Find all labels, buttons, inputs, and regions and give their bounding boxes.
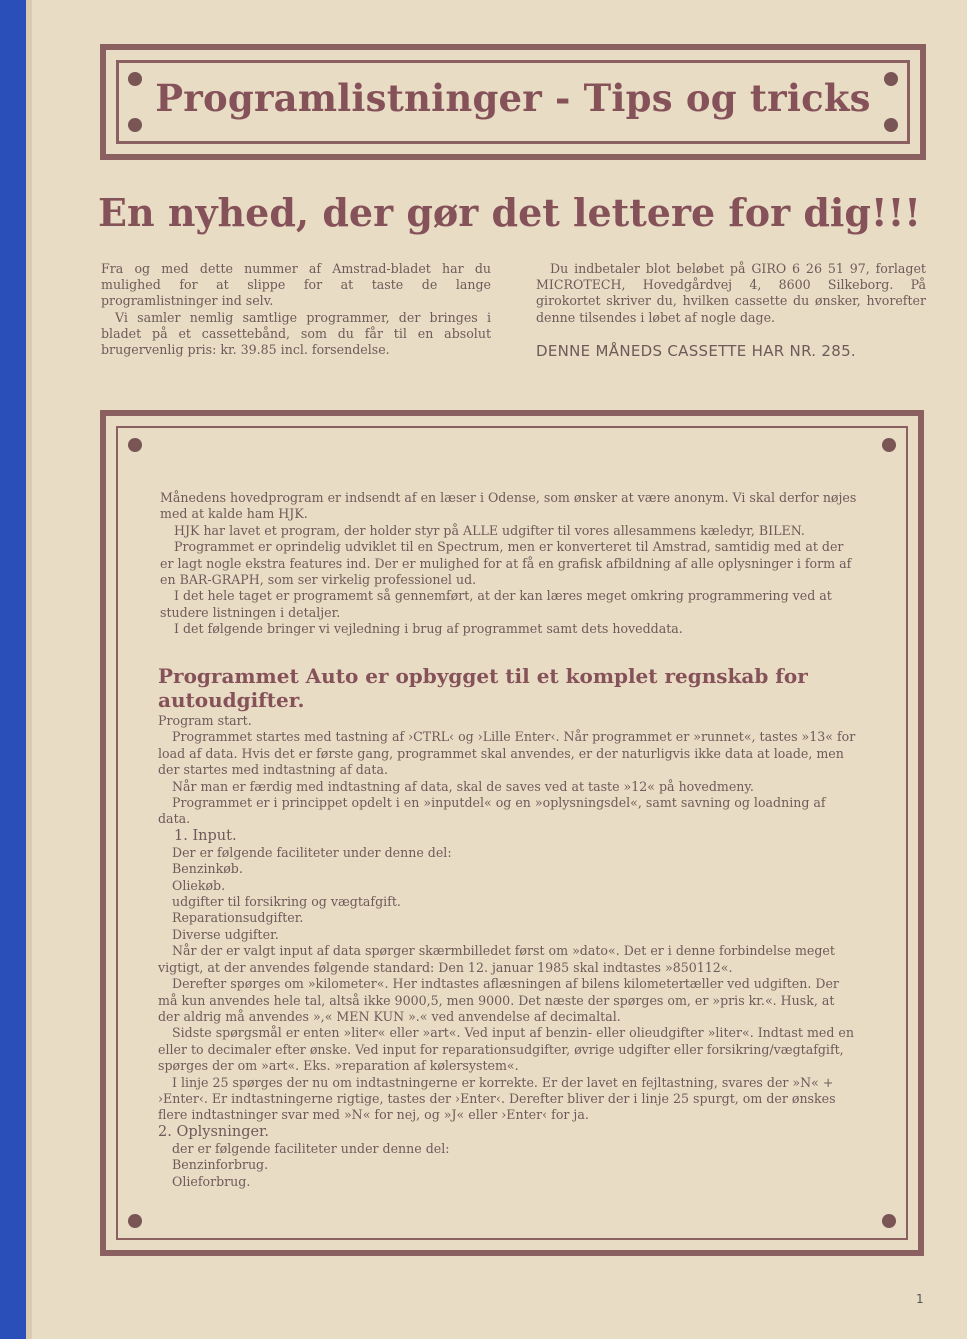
- article-paragraph: I linje 25 spørges der nu om indtastningerne er korrekte. Er der lavet en fejltastning, svares der »N« + ›Enter‹. Er indtastningerne rigtige, tastes der ›Enter‹. Derefter bliver der i linje 25 spurgt, om der ønskes flere indtastninger svar med »N« for nej, og »J« eller ›Enter‹ for ja.: [158, 1074, 836, 1123]
- list-item: udgifter til forsikring og vægtafgift.: [172, 894, 401, 910]
- list-item: Diverse udgifter.: [172, 926, 279, 942]
- section-2-intro: der er følgende faciliteter under denne del:: [172, 1140, 450, 1156]
- corner-dot-icon: [128, 438, 142, 452]
- section-1-title: 1. Input.: [174, 827, 237, 844]
- intro-paragraph: Vi samler nemlig samtlige programmer, der bringes i bladet på et cassettebånd, som du får til en absolut brugervenlig pris: kr. 39.85 incl. forsendelse.: [101, 309, 491, 358]
- article-paragraph: Programmet er i princippet opdelt i en »inputdel« og en »oplysningsdel«, samt savning og loadning af data.: [158, 795, 826, 827]
- article-body: [158, 713, 858, 1190]
- article-paragraph: Derefter spørges om »kilometer«. Her indtastes aflæsningen af bilens kilometertæller ved udgiften. Der må kun anvendes hele tal, altså ikke 9000,5, men 9000. Det næste der spørges om, er »pris kr.«. Husk, at der aldrig må anvendes »,« MEN KUN ».« ved anvendelse af decimaltal.: [158, 976, 839, 1024]
- corner-dot-icon: [884, 118, 898, 132]
- article-paragraph: I det følgende bringer vi vejledning i brug af programmet samt dets hoveddata.: [174, 621, 683, 637]
- list-item: Benzinforbrug.: [172, 1157, 269, 1173]
- page-title: Programlistninger - Tips og tricks: [155, 76, 871, 120]
- article-paragraph: HJK har lavet et program, der holder styr på ALLE udgifter til vores allesammens kæledyr, BILEN.: [174, 522, 805, 538]
- corner-dot-icon: [882, 1214, 896, 1228]
- article-paragraph: Månedens hovedprogram er indsendt af en læser i Odense, som ønsker at være anonym. Vi skal derfor nøjes med at kalde ham HJK.: [160, 490, 857, 522]
- list-item: Benzinkøb.: [172, 861, 243, 877]
- title-banner: [100, 44, 926, 160]
- article-paragraph: Når man er færdig med indtastning af data, skal de saves ved at taste »12« på hovedmeny.: [172, 778, 754, 794]
- headline: En nyhed, der gør det lettere for dig!!!: [98, 190, 921, 235]
- intro-paragraph: Fra og med dette nummer af Amstrad-bladet har du mulighed for at slippe for at taste de lange programlistninger ind selv.: [101, 261, 491, 309]
- article-paragraph: Når der er valgt input af data spørger skærmbilledet først om »dato«. Det er i denne forbindelse meget vigtigt, at der anvendes følgende standard: Den 12. januar 1985 skal indtastes »850112«.: [158, 943, 835, 975]
- article-paragraph: Programmet startes med tastning af ›CTRL‹ og ›Lille Enter‹. Når programmet er »runnet«, tastes »13« for load af data. Hvis det er første gang, programmet skal anvendes, er der naturligvis ikke data at loade, men der startes med indtastning af data.: [158, 729, 856, 778]
- intro-left-column: [101, 261, 491, 358]
- article-paragraph: I det hele taget er programemt så gennemført, at der kan læres meget omkring programmering ved at studere listningen i detaljer.: [160, 588, 832, 620]
- intro-paragraph: Du indbetaler blot beløbet på GIRO 6 26 51 97, forlaget MICROTECH, Hovedgårdvej 4, 8600 Silkeborg. På girokortet skriver du, hvilken cassette du ønsker, hvorefter denne tilsendes i løbet af nogle dage.: [536, 261, 926, 325]
- page-number: 1: [916, 1292, 924, 1306]
- binding-edge: [26, 0, 32, 1339]
- article-subheading: Programmet Auto er opbygget til et komplet regnskab for autoudgifter.: [158, 664, 808, 712]
- list-item: Oliekøb.: [172, 877, 226, 893]
- corner-dot-icon: [882, 438, 896, 452]
- corner-dot-icon: [128, 118, 142, 132]
- section-1-intro: Der er følgende faciliteter under denne del:: [172, 844, 452, 860]
- program-start-label: Program start.: [158, 713, 252, 728]
- list-item: Reparationsudgifter.: [172, 910, 304, 926]
- section-2-title: 2. Oplysninger.: [158, 1123, 270, 1140]
- corner-dot-icon: [128, 1214, 142, 1228]
- article-paragraph: Programmet er oprindelig udviklet til en Spectrum, men er konverteret til Amstrad, samtidig med at der er lagt nogle ekstra features ind. Der er mulighed for at få en grafisk afbildning af alle oplysninger i form af en BAR-GRAPH, som ser virkelig professionel ud.: [160, 539, 852, 588]
- binding-spine: [0, 0, 26, 1339]
- cassette-number-notice: DENNE MÅNEDS CASSETTE HAR NR. 285.: [536, 342, 856, 360]
- list-item: Olieforbrug.: [172, 1173, 251, 1189]
- intro-right-column: [536, 261, 926, 326]
- article-paragraph: Sidste spørgsmål er enten »liter« eller »art«. Ved input af benzin- eller olieudgifter »liter«. Indtast med en eller to decimaler efter ønske. Ved input for reparationsudgifter, øvrige udgifter eller forsikring/vægtafgift, spørges der om »art«. Eks. »reparation af kølersystem«.: [158, 1025, 854, 1074]
- article-intro: [160, 490, 860, 638]
